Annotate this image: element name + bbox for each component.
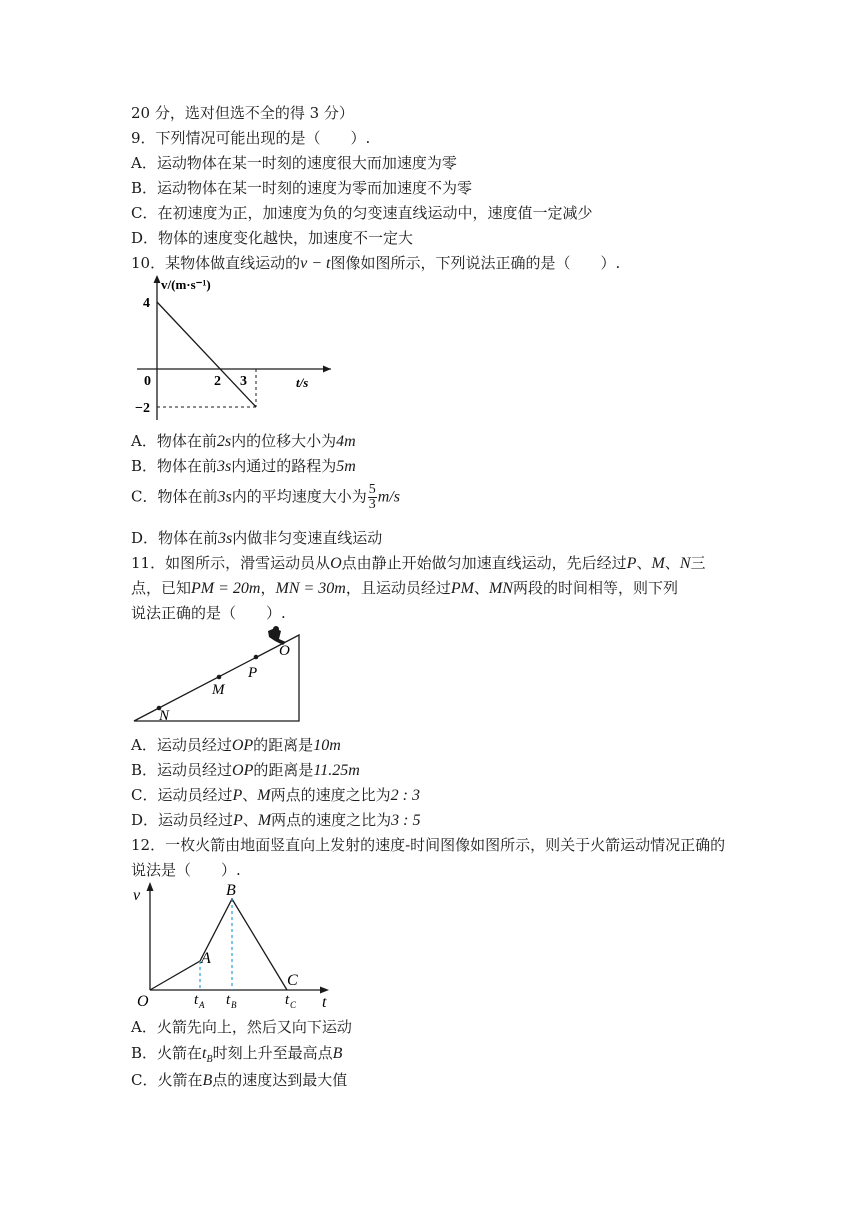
x-axis-label: t — [322, 994, 327, 1010]
point-P — [254, 655, 259, 660]
label-O: O — [279, 643, 290, 659]
tick-tC — [285, 992, 297, 1010]
q12-vt-graph — [131, 880, 341, 1010]
y-axis-label: v/(m·s⁻¹) — [161, 277, 211, 292]
point-M — [217, 675, 222, 680]
q12-stem-line1: 12．一枚火箭由地面竖直向上发射的速度-时间图像如图所示，则关于火箭运动情况正确的 — [131, 836, 726, 854]
q12-option-a: A．火箭先向上，然后又向下运动 — [131, 1018, 352, 1036]
q10-option-d: D．物体在前3s内做非匀变速直线运动 — [131, 529, 383, 547]
tick-tA — [194, 992, 205, 1010]
label-N: N — [159, 708, 170, 724]
q11-stem-line2: 点，已知PM = 20m，MN = 30m，且运动员经过PM、MN两段的时间相等，则下列 — [131, 579, 678, 597]
q12-option-b: B．火箭在$t_B$时刻上升至最高点B — [131, 1044, 343, 1065]
tick-tB — [226, 992, 237, 1010]
q9-stem: 9．下列情况可能出现的是（ ）. — [131, 129, 371, 147]
q11-slope-figure — [131, 625, 306, 725]
q9-option-a: A．运动物体在某一时刻的速度很大而加速度为零 — [131, 154, 457, 172]
q9-option-d: D．物体的速度变化越快，加速度不一定大 — [131, 229, 414, 247]
q11-stem-line3: 说法正确的是（ ）. — [131, 604, 286, 622]
tick-y-neg2: −2 — [135, 401, 150, 416]
q10-stem: 10．某物体做直线运动的v − t图像如图所示，下列说法正确的是（ ）. — [131, 254, 621, 272]
q11-stem-line1: 11．如图所示，滑雪运动员从O点由静止开始做匀加速直线运动，先后经过P、M、N三 — [131, 554, 706, 572]
label-M: M — [212, 682, 225, 698]
q10-option-a: A．物体在前2s内的位移大小为4m — [131, 432, 356, 450]
y-axis-arrow — [154, 275, 161, 283]
q9-option-b: B．运动物体在某一时刻的速度为零而加速度不为零 — [131, 179, 473, 197]
q9-option-c: C．在初速度为正，加速度为负的匀变速直线运动中，速度值一定减少 — [131, 204, 593, 222]
x-axis-arrow — [320, 987, 329, 994]
velocity-polyline — [150, 899, 287, 990]
q10-vt-graph — [131, 275, 331, 425]
velocity-line — [157, 302, 256, 407]
fraction-5-3: $\frac{5}{3}$ — [368, 482, 376, 512]
tick-x-3: 3 — [240, 374, 247, 389]
label-P: P — [248, 665, 258, 681]
svg-text:t: t — [194, 992, 199, 1008]
origin-label: 0 — [144, 374, 151, 389]
q12-stem-line2: 说法是（ ）. — [131, 861, 241, 879]
point-B-label: B — [226, 882, 236, 899]
svg-text:C: C — [290, 1000, 297, 1010]
svg-text:A: A — [199, 1000, 205, 1010]
section-note: 20 分，选对但选不全的得 3 分） — [131, 104, 354, 122]
q10-option-b: B．物体在前3s内通过的路程为5m — [131, 457, 356, 475]
svg-text:B: B — [231, 1000, 237, 1010]
q12-option-c: C．火箭在B点的速度达到最大值 — [131, 1071, 348, 1089]
x-axis-label: t/s — [296, 375, 309, 390]
tick-x-2: 2 — [214, 374, 221, 389]
y-axis-arrow — [147, 882, 154, 891]
q11-option-b: B．运动员经过OP的距离是11.25m — [131, 761, 360, 779]
origin-label: O — [137, 993, 149, 1010]
q10-vt-symbol: v − t — [300, 255, 331, 272]
svg-text:t: t — [285, 992, 290, 1008]
point-A-label: A — [201, 950, 211, 967]
svg-text:t: t — [226, 992, 231, 1008]
q11-option-d: D．运动员经过P、M两点的速度之比为3 : 5 — [131, 811, 421, 829]
tick-y-4: 4 — [143, 296, 150, 311]
point-C-label: C — [287, 972, 298, 989]
x-axis-arrow — [323, 366, 331, 373]
q10-option-c: C．物体在前3s内的平均速度大小为 $\frac{5}{3}$ m/s — [131, 482, 400, 512]
q11-option-c: C．运动员经过P、M两点的速度之比为2 : 3 — [131, 786, 420, 804]
q11-option-a: A．运动员经过OP的距离是10m — [131, 736, 341, 754]
y-axis-label: v — [133, 887, 141, 904]
